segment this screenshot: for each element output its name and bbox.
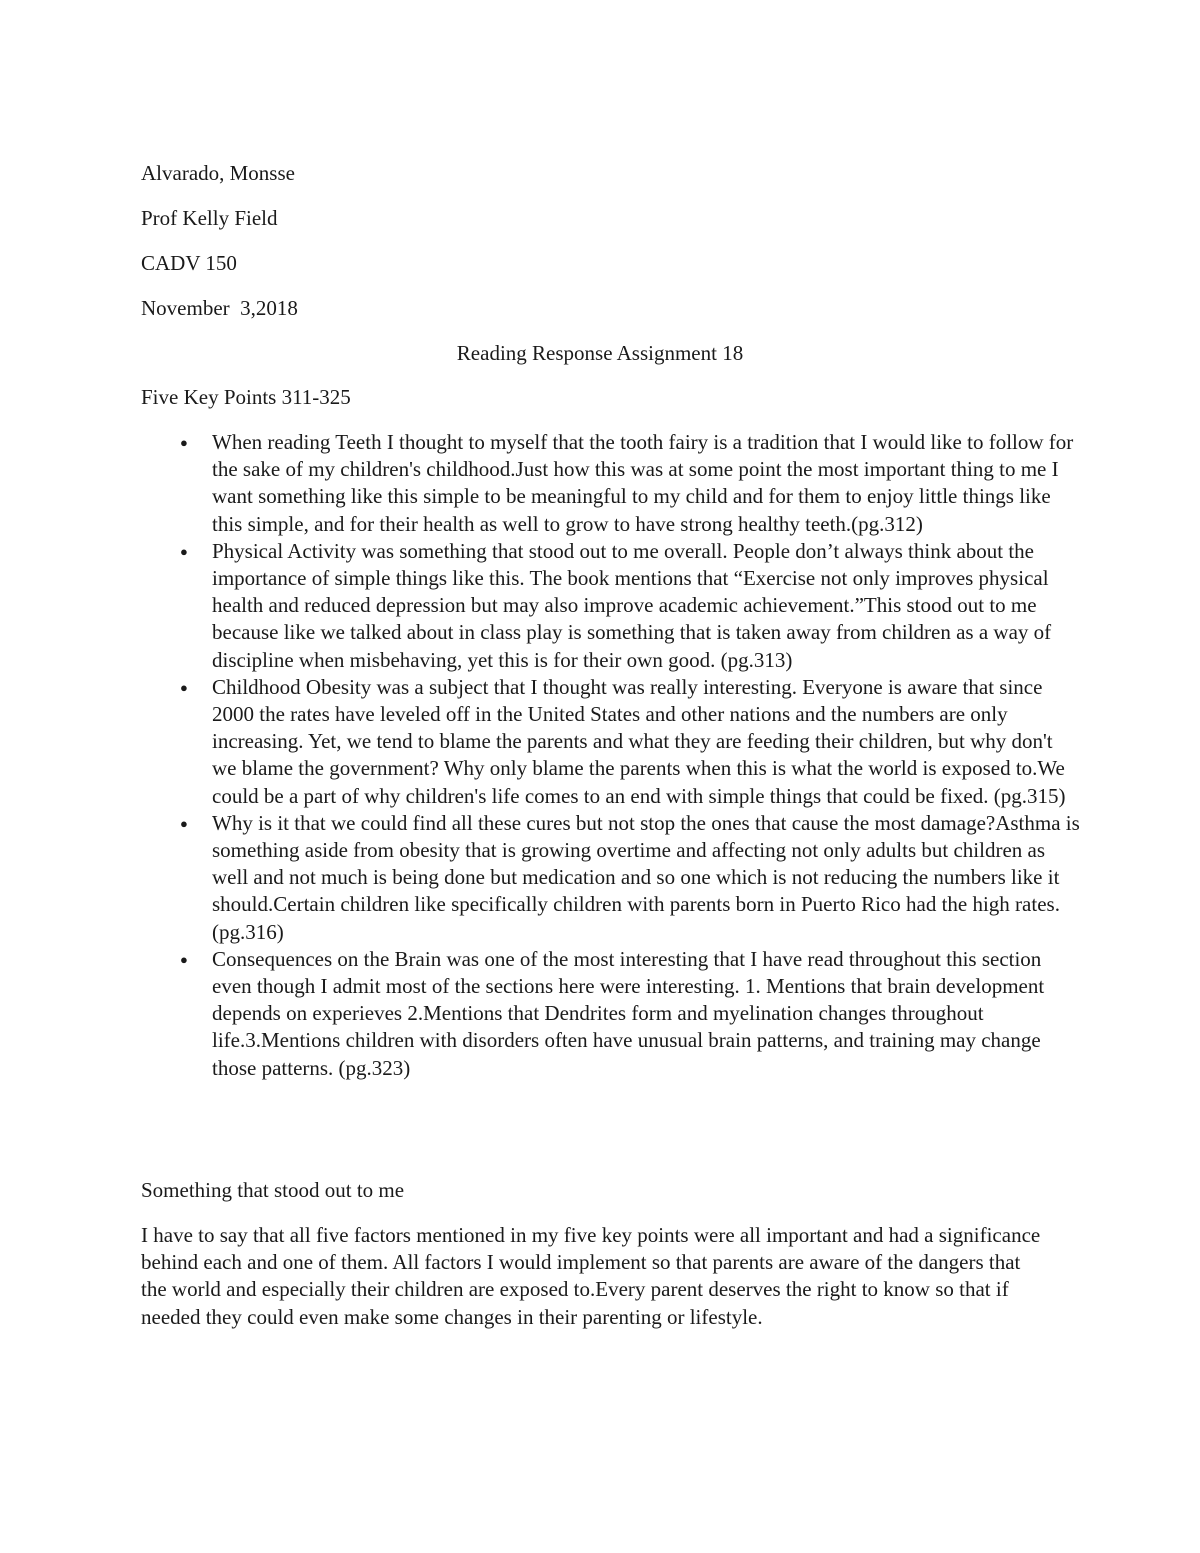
bullet-icon: ● xyxy=(180,951,188,967)
key-point-1 xyxy=(141,429,1081,538)
course-code: CADV 150 xyxy=(141,251,237,275)
bullet-icon: ● xyxy=(180,679,188,695)
bullet-icon: ● xyxy=(180,815,188,831)
stood-out-heading: Something that stood out to me xyxy=(141,1178,405,1202)
key-point-3 xyxy=(141,674,1081,810)
bullet-icon: ● xyxy=(180,543,188,559)
document-title: Reading Response Assignment 18 xyxy=(456,341,744,365)
key-point-text: When reading Teeth I thought to myself that the tooth fairy is a tradition that I would like to follow for the sake of my children's childhood.Just how this was at some point the most important thing to me I want something like this simple to be meaningful to my child and for them to enjoy little things like this simple, and for their health as well to grow to have strong healthy teeth.(pg.312) xyxy=(212,430,1074,536)
assignment-date: November 3,2018 xyxy=(141,296,298,320)
key-point-text: Why is it that we could find all these cures but not stop the ones that cause the most damage?Asthma is something aside from obesity that is growing overtime and affecting not only adults but children as well and not much is being done but medication and so one which is not reducing the numbers like it should.Certain children like specifically children with parents born in Puerto Rico had the high rates. (pg.316) xyxy=(212,810,1080,944)
key-point-text: Childhood Obesity was a subject that I thought was really interesting. Everyone is aware that since 2000 the rates have leveled off in the United States and other nations and the numbers are only increasing. Yet, we tend to blame the parents and what they are feeding their children, but why don't we blame the government? Why only blame the parents when this is what the world is exposed to.We could be a part of why children's life comes to an end with simple things that could be fixed. (pg.315) xyxy=(212,674,1066,808)
key-point-text: Consequences on the Brain was one of the most interesting that I have read throughout this section even though I admit most of the sections here were interesting. 1. Mentions that brain development depends on experieves 2.Mentions that Dendrites form and myelination changes throughout life.3.Mentions children with disorders often have unusual brain patterns, and training may change those patterns. (pg.323) xyxy=(212,946,1045,1080)
key-points-heading: Five Key Points 311-325 xyxy=(141,385,351,409)
key-point-4 xyxy=(141,810,1081,946)
key-point-2 xyxy=(141,538,1081,674)
key-point-text: Physical Activity was something that stood out to me overall. People don’t always think about the importance of simple things like this. The book mentions that “Exercise not only improves physical health and reduced depression but may also improve academic achievement.”This stood out to me because like we talked about in class play is something that is taken away from children as a way of discipline when misbehaving, yet this is for their own good. (pg.313) xyxy=(212,538,1052,672)
student-name: Alvarado, Monsse xyxy=(141,161,295,185)
closing-paragraph: I have to say that all five factors mentioned in my five key points were all important and had a significance behind each and one of them. All factors I would implement so that parents are aware of the dangers that the world and especially their children are exposed to.Every parent deserves the right to know so that if needed they could even make some changes in their parenting or lifestyle. xyxy=(141,1223,1041,1329)
key-point-5 xyxy=(141,946,1081,1082)
bullet-icon: ● xyxy=(180,435,188,450)
key-points-list xyxy=(141,429,1081,1082)
professor-name: Prof Kelly Field xyxy=(141,206,278,230)
